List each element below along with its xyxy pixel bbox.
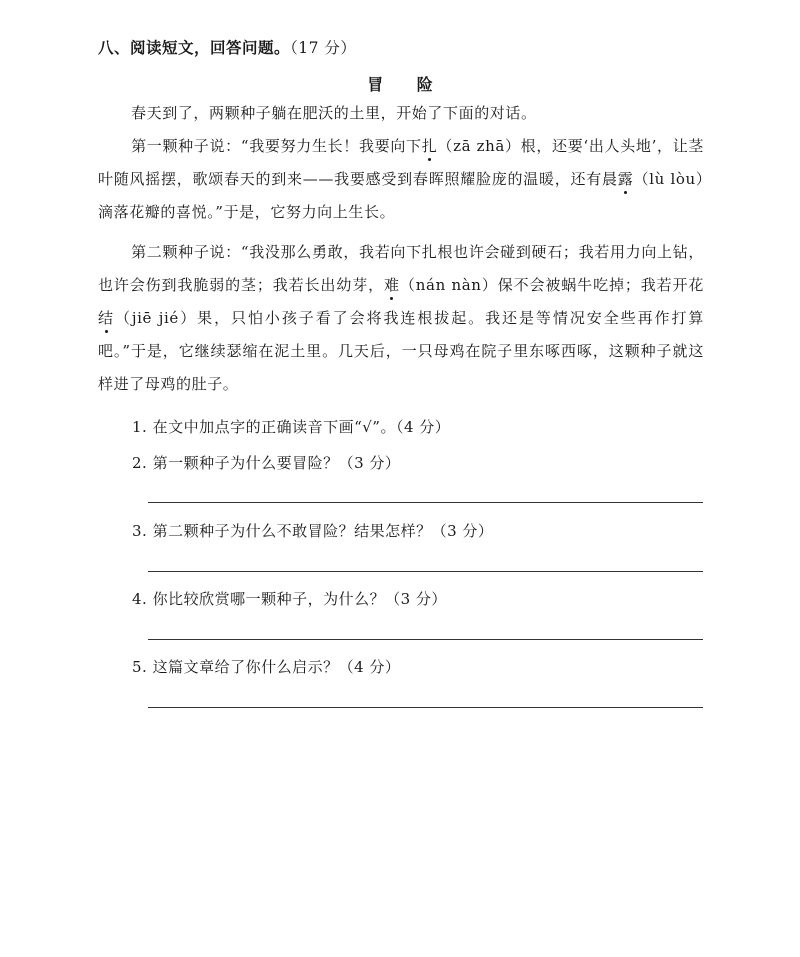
question-4: 4. 你比较欣赏哪一颗种子，为什么？（3 分） [132,590,447,608]
paragraph-2-text-b: （zā zhā）根，还要‘出人头地’，让茎叶随风摇摆，歌颂春天的到来——我要感受到春晖照耀脸庞的温暖，还有晨 [98,137,704,188]
article-title: 冒 险 [367,75,447,94]
paragraph-1 [98,97,704,130]
section-heading [98,36,356,58]
question-1: 1. 在文中加点字的正确读音下画“√”。（4 分） [132,418,451,436]
paragraph-1-text: 春天到了，两颗种子躺在肥沃的土里，开始了下面的对话。 [131,104,537,122]
paragraph-3-text-b: （nán nàn）保不会被蜗牛吃掉；我若开花 [399,276,704,294]
answer-line-3[interactable] [148,571,703,572]
paragraph-2-text-a: 第一颗种子说：“我要努力生长！我要向下 [131,137,422,155]
dotted-char-za: 扎 [421,137,438,155]
section-score: （17 分） [290,39,357,57]
answer-line-4[interactable] [148,639,703,640]
section-heading-text: 八、阅读短文，回答问题。 [98,39,291,57]
paragraph-2-text-c: （lù lòu）滴落花瓣的喜悦。”于是，它努力向上生长。 [98,170,704,221]
paragraph-3-text-a: 第二颗种子说：“我没那么勇敢，我若向下扎根也许会碰到硬石；我若用力向上钻，也许会伤到我脆弱的茎；我若长出幼芽， [98,243,704,294]
paragraph-2 [98,130,704,229]
dotted-char-lu: 露 [617,170,634,188]
dotted-char-jie: 结 [98,309,115,327]
answer-line-2[interactable] [148,502,703,503]
paragraph-3 [98,236,704,401]
paragraph-3-text-c: （jiē jié）果，只怕小孩子看了会将我连根拔起。我还是等情况安全些再作打算吧。”于是，它继续瑟缩在泥土里。几天后，一只母鸡在院子里东啄西啄，这颗种子就这样进了母鸡的肚子。 [98,309,704,393]
question-2: 2. 第一颗种子为什么要冒险？（3 分） [132,454,401,472]
question-5: 5. 这篇文章给了你什么启示？（4 分） [132,658,401,676]
dotted-char-nan: 难 [384,276,400,294]
question-3: 3. 第二颗种子为什么不敢冒险？结果怎样？（3 分） [132,522,494,540]
answer-line-5[interactable] [148,707,703,708]
